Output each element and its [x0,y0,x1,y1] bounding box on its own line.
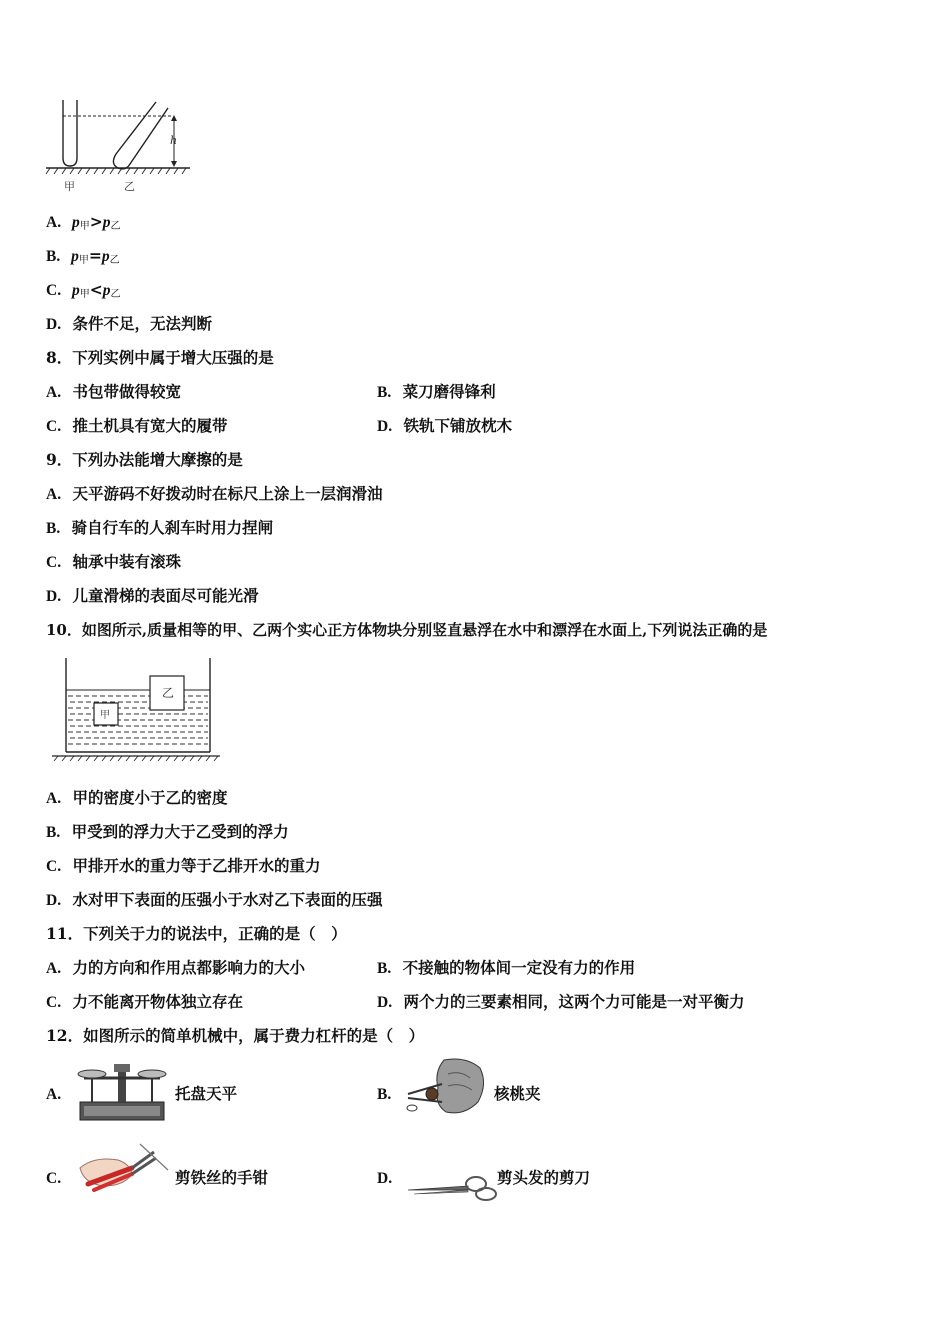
option-letter: A. [46,960,62,977]
q12-option-c-label: 剪铁丝的手钳 [175,1168,269,1187]
option-letter: D. [377,418,393,435]
option-letter: A. [46,1086,62,1103]
q11-option-a[interactable] [46,958,305,979]
option-letter: A. [46,384,62,401]
option-letter: B. [46,248,61,265]
pressure-symbol: p [102,214,111,231]
option-text: 推土机具有宽大的履带 [72,416,228,435]
q9-option-a[interactable] [46,484,383,505]
option-text: 条件不足，无法判断 [72,314,212,333]
relation-symbol: > [89,212,103,231]
pliers-icon [74,1140,172,1202]
relation-symbol: = [88,246,102,265]
option-letter: C. [46,1170,62,1187]
q12-option-d[interactable] [377,1168,392,1189]
subscript-jia: 甲 [79,221,90,232]
q12-stem: 12．如图所示的简单机械中，属于费力杠杆的是（ ） [46,1026,425,1045]
q10-option-d[interactable] [46,890,383,911]
option-letter: B. [46,520,61,537]
q7-option-a[interactable] [46,212,121,237]
option-text: 轴承中装有滚珠 [72,552,181,571]
q12-option-a[interactable] [46,1084,61,1105]
q8-option-d[interactable] [377,416,512,437]
q9-option-b[interactable] [46,518,273,539]
q8-stem: 8．下列实例中属于增大压强的是 [46,348,274,367]
option-letter: D. [377,1170,393,1187]
subscript-yi: 乙 [109,255,120,266]
option-letter: D. [46,892,62,909]
figure-label-h: h [170,134,178,147]
q12-option-c[interactable] [46,1168,61,1189]
pressure-symbol: p [101,248,110,265]
option-letter: D. [377,994,393,1011]
option-text: 甲排开水的重力等于乙排开水的重力 [72,856,321,875]
option-letter: C. [46,554,62,571]
option-letter: B. [377,960,392,977]
q7-option-b[interactable] [46,246,120,271]
relation-symbol: < [89,280,103,299]
q12-option-b-label: 核桃夹 [494,1084,541,1103]
option-letter: C. [46,418,62,435]
option-text: 儿童滑梯的表面尽可能光滑 [72,586,259,605]
option-letter: D. [46,316,62,333]
option-letter: A. [46,486,62,503]
option-text: 书包带做得较宽 [72,382,181,401]
q9-stem: 9．下列办法能增大摩擦的是 [46,450,243,469]
option-letter: A. [46,790,62,807]
block-label-yi: 乙 [162,686,175,700]
option-letter: B. [46,824,61,841]
subscript-yi: 乙 [110,289,121,300]
option-text: 不接触的物体间一定没有力的作用 [402,958,636,977]
option-text: 铁轨下铺放枕木 [403,416,512,435]
subscript-jia: 甲 [79,289,90,300]
option-text: 两个力的三要素相同，这两个力可能是一对平衡力 [403,992,745,1011]
option-letter: D. [46,588,62,605]
q7-option-c[interactable] [46,280,121,305]
q8-option-c[interactable] [46,416,228,437]
q11-option-d[interactable] [377,992,745,1013]
water-tank-figure [50,656,222,762]
option-letter: C. [46,858,62,875]
q10-stem: 10．如图所示,质量相等的甲、乙两个实心正方体物块分别竖直悬浮在水中和漂浮在水面上,下列说法正确的是 [46,621,768,639]
nutcracker-icon [404,1054,490,1120]
q10-option-a[interactable] [46,788,228,809]
subscript-yi: 乙 [110,221,121,232]
q11-option-b[interactable] [377,958,635,979]
option-text: 力不能离开物体独立存在 [72,992,243,1011]
q12-option-d-label: 剪头发的剪刀 [497,1168,591,1187]
option-letter: B. [377,1086,392,1103]
q8-option-b[interactable] [377,382,496,403]
q8-option-a[interactable] [46,382,181,403]
q9-option-c[interactable] [46,552,181,573]
option-letter: C. [46,282,62,299]
scissors-icon [404,1172,498,1202]
pressure-symbol: p [72,282,80,299]
balance-scale-icon [74,1058,170,1124]
figure-label-jia: 甲 [64,180,75,193]
option-text: 菜刀磨得锋利 [402,382,496,401]
option-letter: A. [46,214,62,231]
option-text: 甲的密度小于乙的密度 [72,788,228,807]
option-text: 骑自行车的人刹车时用力捏闸 [71,518,274,537]
pressure-symbol: p [72,214,80,231]
block-label-jia: 甲 [100,710,110,721]
q12-option-b[interactable] [377,1084,391,1105]
q11-stem: 11．下列关于力的说法中，正确的是（ ） [46,924,347,943]
option-letter: C. [46,994,62,1011]
option-text: 天平游码不好拨动时在标尺上涂上一层润滑油 [72,484,383,503]
q10-option-c[interactable] [46,856,321,877]
option-text: 力的方向和作用点都影响力的大小 [72,958,305,977]
q11-option-c[interactable] [46,992,243,1013]
subscript-jia: 甲 [78,255,89,266]
pressure-symbol: p [71,248,79,265]
pressure-symbol: p [102,282,111,299]
q9-option-d[interactable] [46,586,259,607]
option-text: 甲受到的浮力大于乙受到的浮力 [71,822,289,841]
q10-option-b[interactable] [46,822,289,843]
q12-option-a-label: 托盘天平 [175,1084,238,1103]
option-letter: B. [377,384,392,401]
q7-option-d[interactable] [46,314,212,335]
figure-label-yi: 乙 [124,180,135,193]
option-text: 水对甲下表面的压强小于水对乙下表面的压强 [72,890,383,909]
